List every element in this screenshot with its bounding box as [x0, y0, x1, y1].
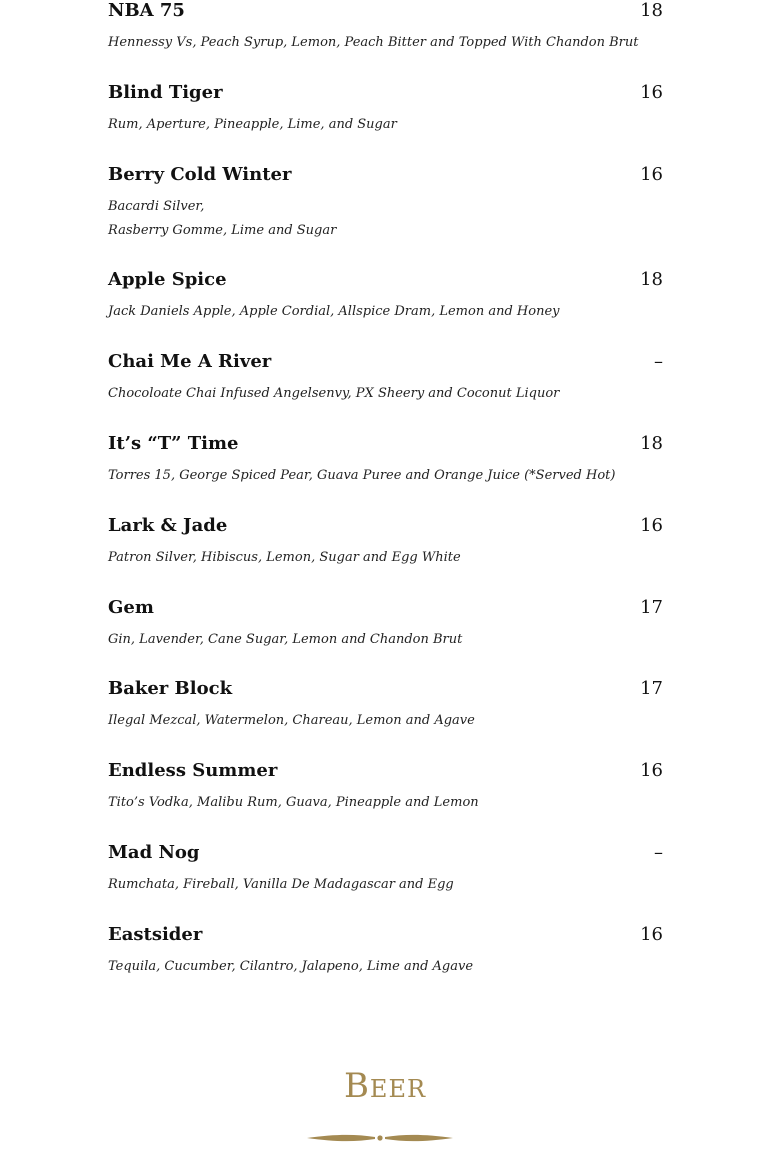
menu-item-description-line: Rumchata, Fireball, Vanilla De Madagascar and Egg [108, 877, 454, 892]
menu-item [108, 0, 663, 55]
menu-item-description-line: Rasberry Gomme, Lime and Sugar [108, 223, 337, 238]
menu-item [108, 433, 663, 488]
menu-item-description [108, 300, 663, 324]
menu-item-header [108, 597, 663, 619]
menu-item-description-line: Ilegal Mezcal, Watermelon, Chareau, Lemon and Agave [108, 713, 475, 728]
menu-item-description-line: Tequila, Cucumber, Cilantro, Jalapeno, Lime and Agave [108, 959, 474, 974]
menu-item-description-line: Hennessy Vs, Peach Syrup, Lemon, Peach Bitter and Topped With Chandon Brut [108, 35, 639, 50]
menu-item-header [108, 433, 663, 455]
menu-item-description-line: Tito’s Vodka, Malibu Rum, Guava, Pineapple and Lemon [108, 795, 479, 810]
menu-item-description [108, 709, 663, 733]
menu-item [108, 515, 663, 570]
menu-item-name: Gem [108, 597, 154, 618]
menu-item-header [108, 842, 663, 864]
menu-item-price: 16 [640, 515, 663, 536]
menu-item-price: 17 [640, 678, 663, 699]
menu-item [108, 924, 663, 979]
menu-item [108, 842, 663, 897]
menu-item-name: Baker Block [108, 678, 233, 699]
menu-item-description-line: Jack Daniels Apple, Apple Cordial, Allspice Dram, Lemon and Honey [108, 304, 560, 319]
menu-item-header [108, 269, 663, 291]
menu-item [108, 269, 663, 324]
menu-item-header [108, 760, 663, 782]
menu-item-description [108, 955, 663, 979]
menu-item-name: Endless Summer [108, 760, 278, 781]
menu-item-header [108, 515, 663, 537]
menu-item [108, 760, 663, 815]
menu-item-description-line: Gin, Lavender, Cane Sugar, Lemon and Chandon Brut [108, 632, 463, 647]
menu-item [108, 82, 663, 137]
menu-item-header [108, 82, 663, 104]
menu-item-description [108, 791, 663, 815]
menu-item-name: Blind Tiger [108, 82, 223, 103]
menu-item-description-line: Bacardi Silver, [108, 199, 205, 214]
menu-item-description [108, 873, 663, 897]
menu-item-name: Lark & Jade [108, 515, 228, 536]
menu-item-description [108, 546, 663, 570]
menu-item [108, 597, 663, 652]
menu-item-price: 18 [640, 433, 663, 454]
menu-item-price: 16 [640, 760, 663, 781]
menu-item-name: Chai Me A River [108, 351, 272, 372]
section-title-beer: Beer [343, 1066, 427, 1106]
menu-item-name: NBA 75 [108, 0, 185, 21]
menu-item-name: Apple Spice [108, 269, 227, 290]
menu-item-name: Mad Nog [108, 842, 200, 863]
menu-item-description-line: Chocoloate Chai Infused Angelsenvy, PX Sheery and Coconut Liquor [108, 386, 560, 401]
menu-item-header [108, 351, 663, 373]
menu-item-price: 17 [640, 597, 663, 618]
menu-item-description [108, 382, 663, 406]
menu-item-description [108, 195, 663, 243]
menu-item-description [108, 113, 663, 137]
menu-item-price: 18 [640, 269, 663, 290]
menu-item-description [108, 31, 663, 55]
menu-item-price: – [654, 351, 663, 372]
menu-item-price: 16 [640, 164, 663, 185]
menu-item-header [108, 924, 663, 946]
menu-item-price: – [654, 842, 663, 863]
menu-item-header [108, 164, 663, 186]
menu-item-description [108, 464, 663, 488]
menu-item [108, 351, 663, 406]
menu-item-price: 16 [640, 82, 663, 103]
menu-item-header [108, 678, 663, 700]
menu-item-description-line: Rum, Aperture, Pineapple, Lime, and Sugar [108, 117, 397, 132]
menu-item [108, 164, 663, 243]
menu-item-description-line: Torres 15, George Spiced Pear, Guava Puree and Orange Juice (*Served Hot) [108, 468, 616, 483]
menu-item [108, 678, 663, 733]
menu-item-description [108, 628, 663, 652]
menu-item-price: 16 [640, 924, 663, 945]
menu-item-header [108, 0, 663, 22]
menu-item-name: Eastsider [108, 924, 203, 945]
ornamental-divider-icon [305, 1131, 455, 1145]
menu-item-name: It’s “T” Time [108, 433, 239, 454]
menu-item-description-line: Patron Silver, Hibiscus, Lemon, Sugar and Egg White [108, 550, 461, 565]
menu-item-price: 18 [640, 0, 663, 21]
menu-item-name: Berry Cold Winter [108, 164, 292, 185]
